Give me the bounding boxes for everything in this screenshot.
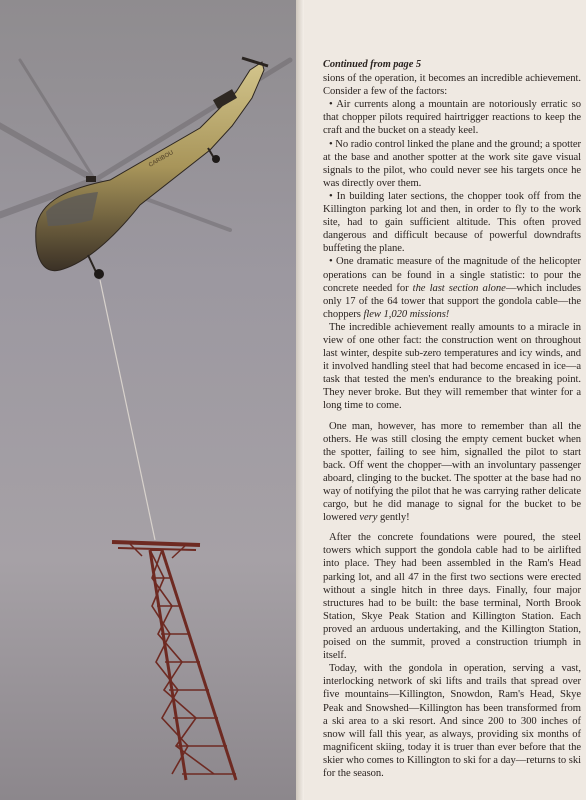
paragraph: After the concrete foundations were poured, the steel towers which support the gondola cable had to be airlifted into place. They had been assembled in the Ram's Head parking lot, and all 47 in the first two sections were erected without a single hitch in three days. Finally, four major structures had to be built: the base terminal, North Brook Station, Skye Peak Station and Killington Station. Each proved an arduous undertaking, and the Killington Station, poised on the summit, proved a construction triumph in itself. [323, 532, 581, 662]
page-gutter [296, 0, 304, 800]
emphasis: flew 1,020 missions! [363, 308, 450, 320]
emphasis: very [359, 512, 378, 524]
text-run: gently! [377, 512, 410, 524]
article-column [323, 58, 581, 780]
paragraph: The incredible achievement really amounts to a miracle in view of one other fact: the construction went on throughout last winter, despite sub-zero temperatures and icy winds, and it involved handling steel that had become encased in ice—a task that tested the men's endurance to the breaking point. They never broke. But they will remember that winter for a long time to come. [323, 321, 581, 412]
bullet-later-sections: • In building later sections, the chopper took off from the Killington parking lot and then, in order to fly to the work site, had to gain sufficient altitude. This often proved dangerous and difficult because of powerful downdrafts buffeting the plane. [323, 190, 581, 255]
helicopter-marking: CARIBOU [148, 149, 175, 169]
bullet-air-currents: • Air currents along a mountain are notoriously erratic so that chopper pilots required hairtrigger reactions to keep the craft and the bucket on a steady keel. [323, 99, 581, 137]
text-run: One man, however, has more to remember than all the others. He was still closing the empty cement bucket when the spotter, failing to see him, signalled the pilot to start back. Off went the chopper—with an involuntary passenger aboard, clinging to the bucket. The spotter at the base had no way of notifying the pilot that he was carrying rather delicate cargo, but he did manage to signal for the bucket to be lowered [323, 420, 581, 524]
paragraph [323, 420, 581, 525]
paragraph: Today, with the gondola in operation, serving a vast, interlocking network of ski lifts and trails that spread over five mountains—Killington, Snowdon, Ram's Head, Skye Peak and Snowshed—Killington has been transformed from a ski area to a ski resort. And since 200 to 300 inches of snow will fall this year, as always, providing six months of magnificent skiing, today it is truer than ever before that the skier who comes to Killington to ski for a day—returns to ski for the season. [323, 663, 581, 779]
emphasis: the last section alone [412, 282, 506, 294]
bullet-statistic [323, 255, 581, 320]
paragraph: sions of the operation, it becomes an incredible achievement. Consider a few of the factors: [323, 73, 581, 98]
continued-note: Continued from page 5 [323, 59, 421, 70]
text-run: • One dramatic measure of the magnitude of the helicopter operations can be found in a single statistic: to pour the concrete needed for [323, 256, 581, 294]
text-run: —which includes only 17 of the 64 tower that support the gondola cable—the choppers [323, 282, 581, 320]
bullet-radio-control: • No radio control linked the plane and the ground; a spotter at the base and another spotter at the work site gave visual signals to the pilot, who could never see his targets once he was directly over them. [323, 138, 581, 189]
